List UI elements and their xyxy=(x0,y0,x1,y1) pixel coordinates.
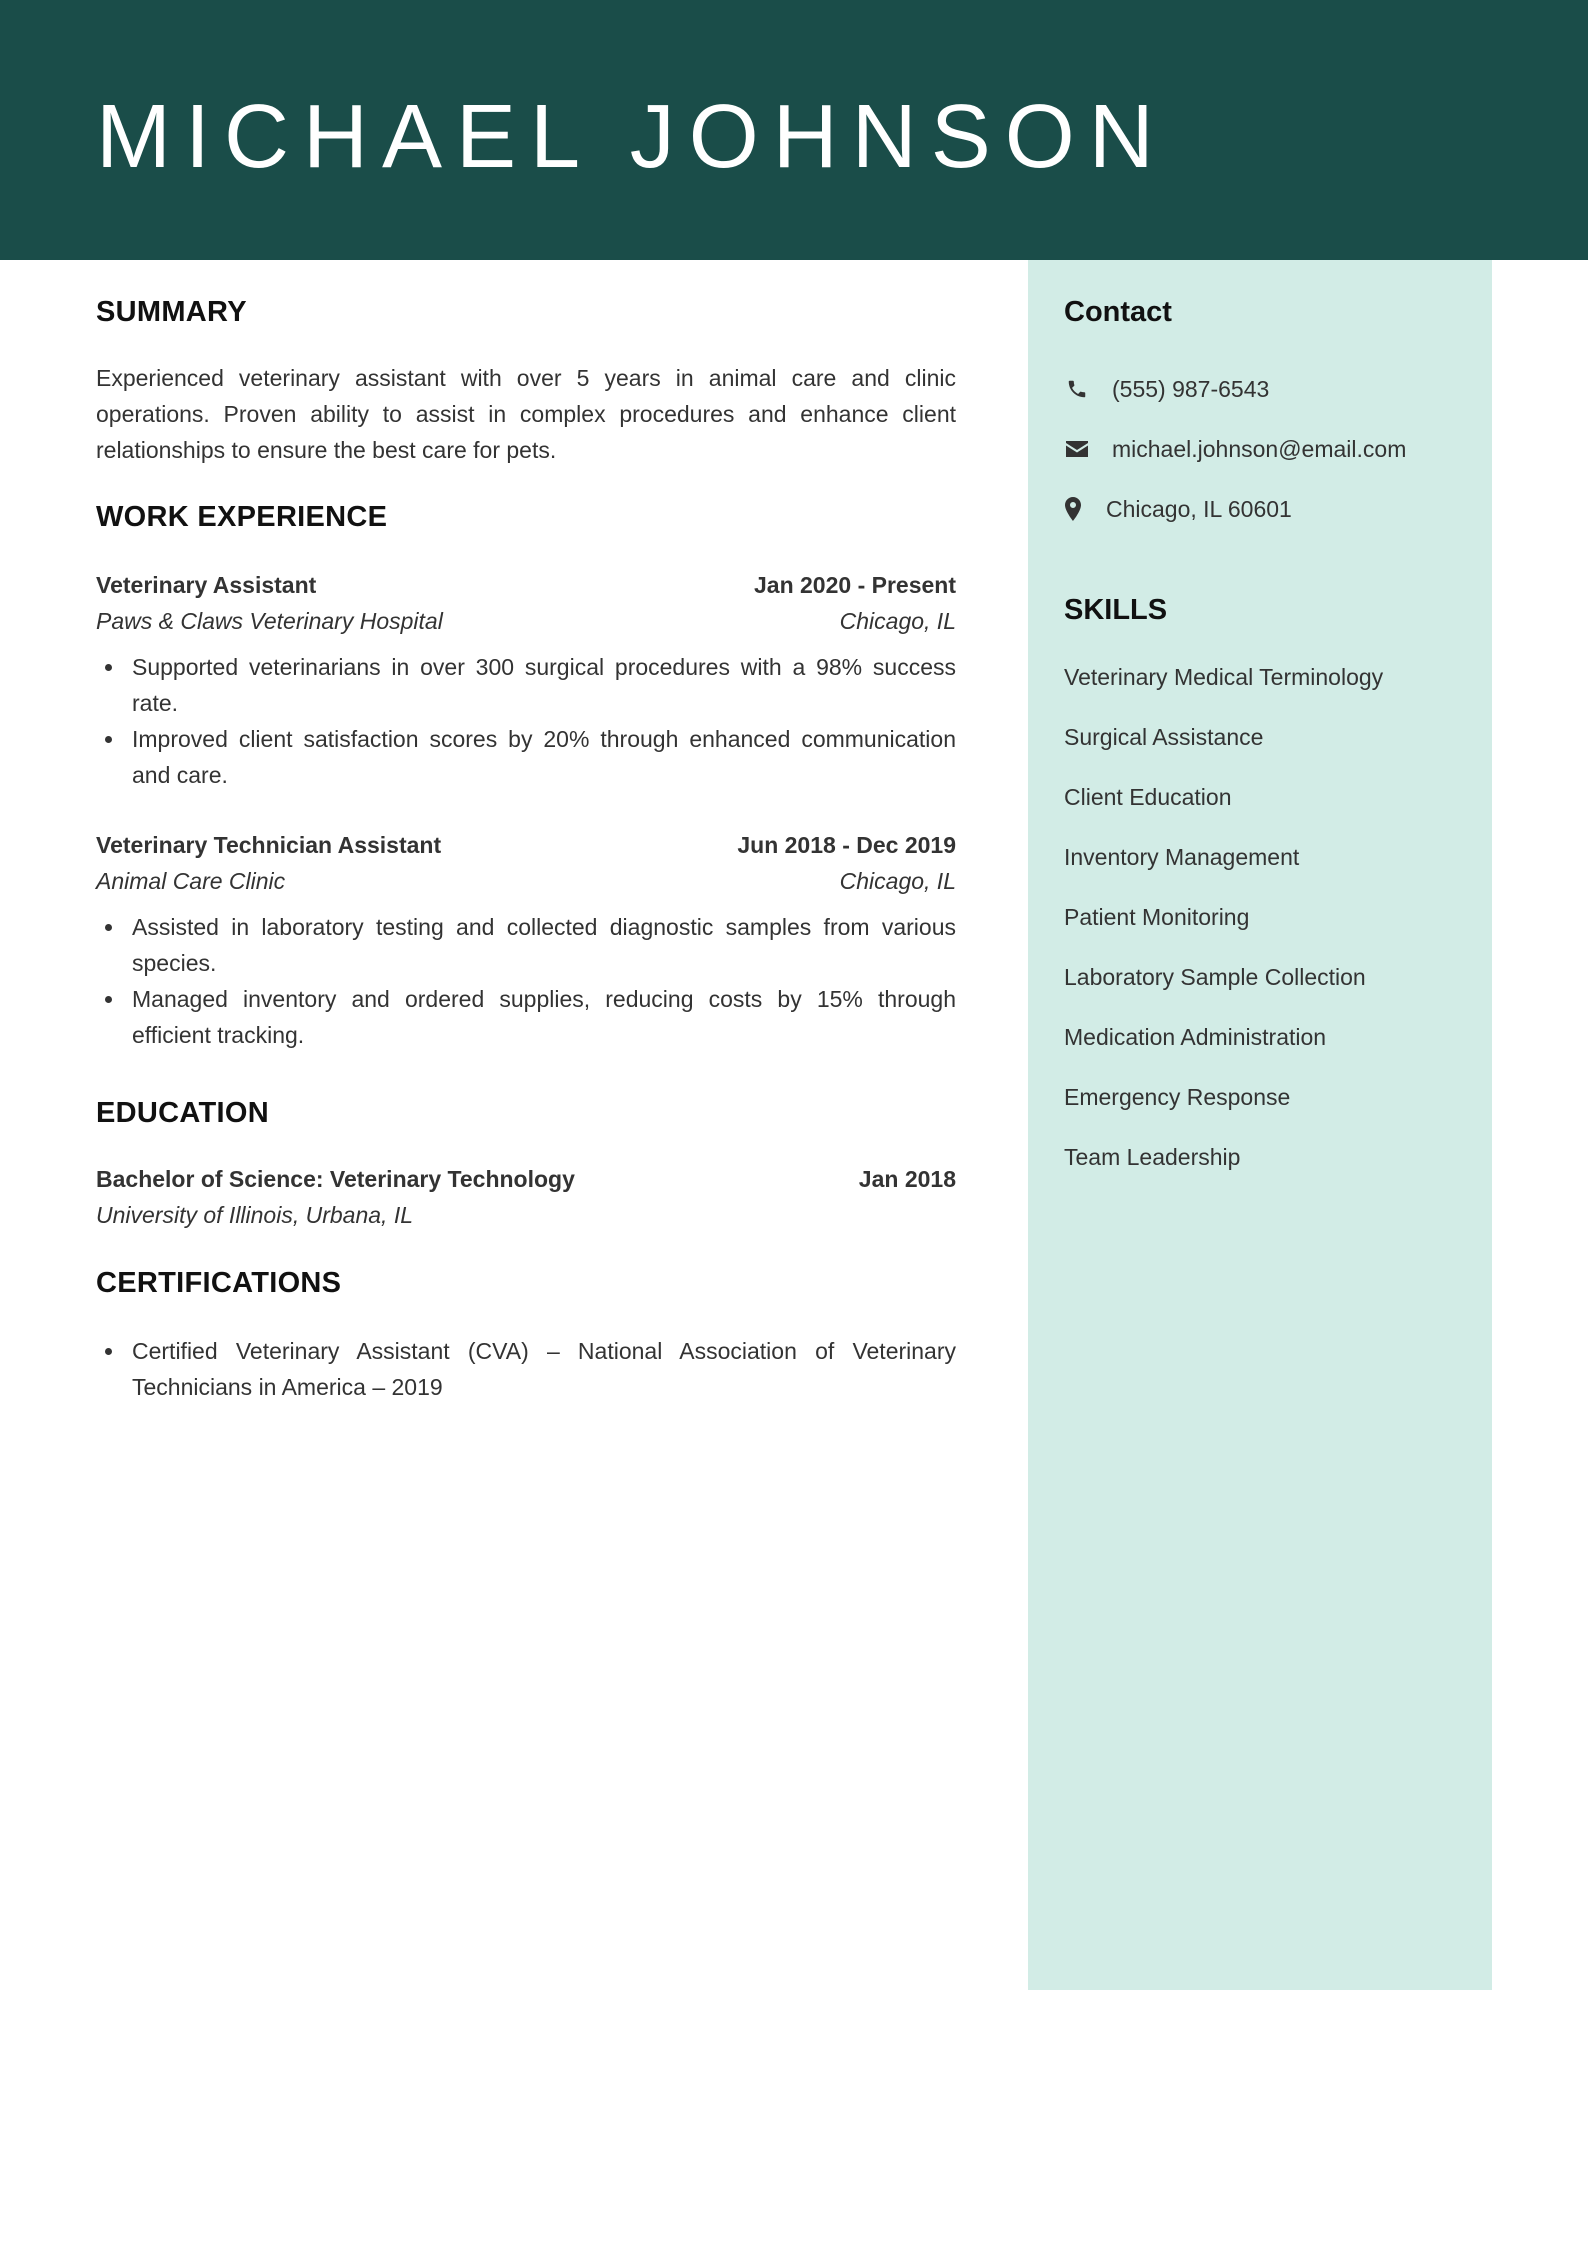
bullet-item xyxy=(96,981,956,1053)
skills-title: SKILLS xyxy=(1064,594,1168,626)
location-text: Chicago, IL 60601 xyxy=(1106,496,1292,522)
bullet-dot xyxy=(105,664,112,671)
job-dates: Jun 2018 - Dec 2019 xyxy=(737,832,956,858)
bullet-dot xyxy=(105,736,112,743)
contact-location xyxy=(1064,492,1292,526)
email-address: michael.johnson@email.com xyxy=(1112,436,1407,462)
bullet-text: Improved client satisfaction scores by 20% through enhanced communication and care. xyxy=(132,726,956,788)
skill-item: Emergency Response xyxy=(1064,1084,1291,1110)
skill-item: Medication Administration xyxy=(1064,1024,1327,1050)
contact-email xyxy=(1064,432,1406,466)
job-employer: Paws & Claws Veterinary Hospital xyxy=(96,608,443,634)
phone-icon xyxy=(1064,376,1090,402)
skill-item: Veterinary Medical Terminology xyxy=(1064,664,1384,690)
job-bullets xyxy=(96,649,956,793)
education-entry xyxy=(96,1161,956,1233)
skill-item: Patient Monitoring xyxy=(1064,904,1250,930)
envelope-icon xyxy=(1064,436,1090,462)
certification-item xyxy=(96,1333,956,1405)
school: University of Illinois, Urbana, IL xyxy=(96,1202,414,1228)
skill-item: Client Education xyxy=(1064,784,1232,810)
summary-text: Experienced veterinary assistant with over 5 years in animal care and clinic operations. Proven ability to assist in complex procedures and enhance client relationships to ensure the best care for pets. xyxy=(96,365,956,463)
bullet-text: Assisted in laboratory testing and collected diagnostic samples from various species. xyxy=(132,914,956,976)
work-experience-title: WORK EXPERIENCE xyxy=(96,501,388,533)
degree: Bachelor of Science: Veterinary Technology xyxy=(96,1166,575,1192)
bullet-dot xyxy=(105,996,112,1003)
skill-item: Laboratory Sample Collection xyxy=(1064,964,1366,990)
job-role: Veterinary Assistant xyxy=(96,572,317,598)
skill-item: Surgical Assistance xyxy=(1064,724,1264,750)
map-pin-icon xyxy=(1064,496,1082,522)
bullet-text: Managed inventory and ordered supplies, reducing costs by 15% through efficient tracking. xyxy=(132,986,956,1048)
job-entry xyxy=(96,567,956,793)
job-entry xyxy=(96,827,956,1053)
job-employer: Animal Care Clinic xyxy=(96,868,286,894)
job-role: Veterinary Technician Assistant xyxy=(96,832,442,858)
candidate-name: MICHAEL JOHNSON xyxy=(96,87,1168,187)
header-banner xyxy=(0,0,1588,260)
contact-title: Contact xyxy=(1064,296,1172,328)
bullet-dot xyxy=(105,924,112,931)
job-location: Chicago, IL xyxy=(839,868,956,894)
certification-text: Certified Veterinary Assistant (CVA) – National Association of Veterinary Technicians in America – 2019 xyxy=(132,1338,956,1400)
bullet-dot xyxy=(105,1348,112,1355)
bullet-item xyxy=(96,649,956,721)
job-location: Chicago, IL xyxy=(839,608,956,634)
degree-date: Jan 2018 xyxy=(858,1166,956,1192)
bullet-item xyxy=(96,721,956,793)
contact-phone xyxy=(1064,372,1269,406)
education-title: EDUCATION xyxy=(96,1097,269,1129)
sidebar xyxy=(1028,260,1492,1990)
job-bullets xyxy=(96,909,956,1053)
certifications-list xyxy=(96,1333,956,1405)
job-dates: Jan 2020 - Present xyxy=(753,572,956,598)
bullet-item xyxy=(96,909,956,981)
certifications-title: CERTIFICATIONS xyxy=(96,1267,342,1299)
bullet-text: Supported veterinarians in over 300 surgical procedures with a 98% success rate. xyxy=(132,654,956,716)
summary-title: SUMMARY xyxy=(96,296,247,328)
skill-item: Team Leadership xyxy=(1064,1144,1241,1170)
skill-item: Inventory Management xyxy=(1064,844,1300,870)
phone-number: (555) 987-6543 xyxy=(1112,376,1270,402)
